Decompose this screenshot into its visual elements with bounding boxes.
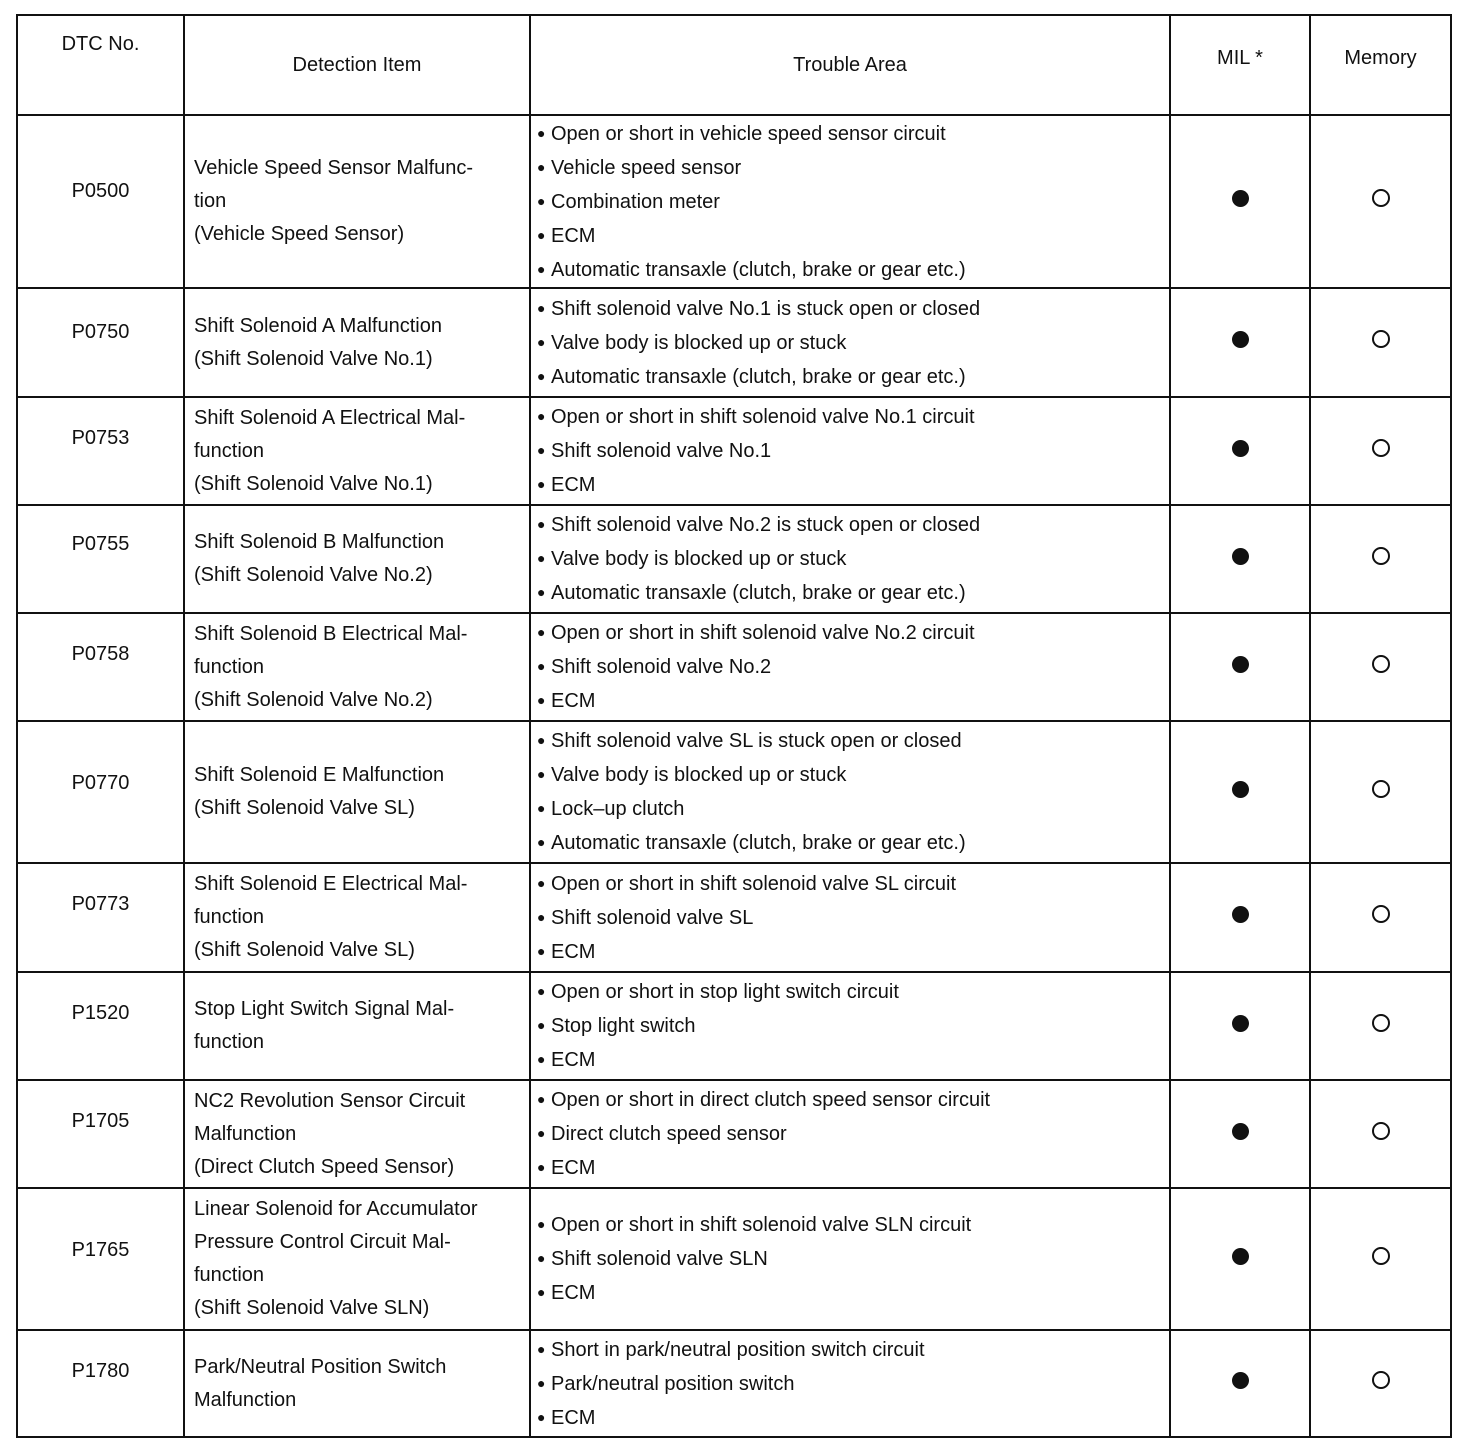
bullet-icon: ● — [537, 192, 546, 209]
dtc-code-cell — [17, 505, 184, 613]
dtc-code-cell — [17, 613, 184, 721]
open-circle-icon — [1372, 1247, 1390, 1265]
trouble-area-text: Automatic transaxle (clutch, brake or gear etc.) — [551, 582, 966, 604]
detection-item-line: (Vehicle Speed Sensor) — [194, 223, 405, 245]
dtc-code-cell — [17, 863, 184, 972]
table-row — [17, 288, 1451, 397]
trouble-area-text: Valve body is blocked up or stuck — [551, 764, 847, 786]
filled-circle-icon — [1232, 440, 1249, 457]
bullet-icon: ● — [537, 1051, 546, 1067]
bullet-icon: ● — [537, 732, 546, 748]
dtc-code: P1780 — [71, 1360, 130, 1382]
mil-cell — [1170, 288, 1310, 397]
detection-item-cell — [184, 721, 530, 863]
open-circle-icon — [1372, 189, 1390, 207]
bullet-icon: ● — [537, 1091, 546, 1107]
bullet-icon: ● — [537, 1017, 546, 1033]
detection-item-line: Shift Solenoid E Electrical Mal- — [194, 873, 468, 895]
trouble-area-text: Shift solenoid valve SL — [551, 906, 754, 929]
open-circle-icon — [1372, 1371, 1390, 1389]
filled-circle-icon — [1232, 656, 1249, 673]
trouble-area-item — [537, 1401, 1169, 1435]
trouble-area-item — [537, 468, 1169, 502]
detection-item-line: (Shift Solenoid Valve SLN) — [194, 1297, 430, 1319]
header-mil: MIL * — [1170, 15, 1310, 115]
trouble-area-item — [537, 253, 1169, 287]
trouble-area-item — [537, 975, 1169, 1009]
trouble-area-cell — [530, 1080, 1170, 1188]
trouble-area-item — [537, 1009, 1169, 1043]
detection-item-cell — [184, 1330, 530, 1437]
detection-item-line: Shift Solenoid A Malfunction — [194, 314, 442, 337]
trouble-area-cell — [530, 721, 1170, 863]
trouble-area-text: Combination meter — [551, 190, 720, 213]
detection-item-line: (Shift Solenoid Valve No.2) — [194, 688, 433, 711]
bullet-icon: ● — [537, 584, 546, 600]
memory-cell — [1310, 972, 1451, 1080]
open-circle-icon — [1372, 439, 1390, 457]
trouble-area-item — [537, 1242, 1169, 1276]
detection-item-line: Malfunction — [194, 1388, 297, 1411]
dtc-code-cell — [17, 288, 184, 397]
mil-cell — [1170, 721, 1310, 863]
trouble-area-text: Open or short in shift solenoid valve SL circuit — [551, 872, 957, 895]
trouble-area-text: ECM — [551, 224, 596, 247]
detection-item-line: tion — [194, 190, 227, 212]
dtc-code-cell — [17, 1080, 184, 1188]
dtc-code: P0758 — [71, 643, 130, 665]
memory-cell — [1310, 1330, 1451, 1437]
trouble-area-item — [537, 1333, 1169, 1367]
table-row — [17, 972, 1451, 1080]
filled-circle-icon — [1232, 1248, 1249, 1265]
mil-cell — [1170, 397, 1310, 505]
bullet-icon: ● — [537, 1125, 546, 1141]
mil-cell — [1170, 972, 1310, 1080]
trouble-area-cell — [530, 397, 1170, 505]
detection-item-cell — [184, 397, 530, 505]
table-row — [17, 1330, 1451, 1437]
dtc-code: P0750 — [71, 321, 130, 343]
header-detection-item: Detection Item — [184, 15, 530, 115]
trouble-area-item — [537, 826, 1169, 860]
bullet-icon: ● — [537, 834, 546, 850]
trouble-area-text: Open or short in stop light switch circuit — [551, 981, 899, 1003]
memory-cell — [1310, 613, 1451, 721]
detection-item-line: Shift Solenoid B Malfunction — [194, 531, 445, 553]
trouble-area-text: Vehicle speed sensor — [551, 156, 742, 179]
detection-item-cell — [184, 972, 530, 1080]
detection-item-line: Vehicle Speed Sensor Malfunc- — [194, 157, 474, 179]
detection-item-line: (Shift Solenoid Valve SL) — [194, 797, 415, 819]
bullet-icon: ● — [537, 942, 546, 959]
dtc-table — [16, 14, 1452, 1438]
trouble-area-cell — [530, 1188, 1170, 1330]
trouble-area-cell — [530, 288, 1170, 397]
trouble-area-item — [537, 185, 1169, 219]
bullet-icon: ● — [537, 692, 546, 708]
bullet-icon: ● — [537, 442, 546, 458]
filled-circle-icon — [1232, 331, 1249, 348]
trouble-area-text: ECM — [551, 1049, 596, 1071]
trouble-area-item — [537, 326, 1169, 360]
trouble-area-cell — [530, 115, 1170, 288]
filled-circle-icon — [1232, 906, 1249, 923]
trouble-area-item — [537, 1083, 1169, 1117]
trouble-area-text: Shift solenoid valve No.1 is stuck open or closed — [551, 297, 981, 320]
bullet-icon: ● — [537, 1408, 546, 1425]
bullet-icon: ● — [537, 158, 546, 175]
trouble-area-item — [537, 1117, 1169, 1151]
bullet-icon: ● — [537, 874, 546, 891]
open-circle-icon — [1372, 655, 1390, 673]
trouble-area-item — [537, 508, 1169, 542]
trouble-area-text: Valve body is blocked up or stuck — [551, 548, 847, 570]
dtc-code: P1705 — [71, 1110, 130, 1132]
detection-item-cell — [184, 1080, 530, 1188]
trouble-area-text: Direct clutch speed sensor — [551, 1123, 787, 1145]
header-row — [17, 15, 1451, 115]
trouble-area-text: Shift solenoid valve No.1 — [551, 440, 772, 462]
dtc-code-cell — [17, 397, 184, 505]
table-body — [17, 115, 1451, 1437]
trouble-area-text: Automatic transaxle (clutch, brake or gear etc.) — [551, 258, 966, 281]
trouble-area-item — [537, 151, 1169, 185]
trouble-area-item — [537, 758, 1169, 792]
bullet-icon: ● — [537, 1284, 546, 1300]
bullet-icon: ● — [537, 766, 546, 782]
table-row — [17, 1080, 1451, 1188]
open-circle-icon — [1372, 1014, 1390, 1032]
mil-cell — [1170, 863, 1310, 972]
trouble-area-item — [537, 792, 1169, 826]
dtc-code: P0500 — [71, 180, 130, 202]
detection-item-line: NC2 Revolution Sensor Circuit — [194, 1089, 466, 1112]
mil-cell — [1170, 1080, 1310, 1188]
trouble-area-text: Stop light switch — [551, 1015, 696, 1037]
detection-item-line: function — [194, 439, 265, 462]
detection-item-line: (Direct Clutch Speed Sensor) — [194, 1155, 455, 1178]
detection-item-cell — [184, 505, 530, 613]
dtc-code: P0755 — [71, 533, 130, 555]
bullet-icon: ● — [537, 550, 546, 566]
trouble-area-text: Shift solenoid valve No.2 is stuck open or closed — [551, 514, 981, 536]
trouble-area-text: Short in park/neutral position switch circuit — [551, 1338, 925, 1361]
bullet-icon: ● — [537, 333, 546, 350]
trouble-area-text: Open or short in shift solenoid valve No.2 circuit — [551, 622, 975, 644]
trouble-area-item — [537, 867, 1169, 901]
bullet-icon: ● — [537, 800, 546, 816]
trouble-area-cell — [530, 863, 1170, 972]
memory-cell — [1310, 721, 1451, 863]
dtc-code: P0753 — [71, 427, 130, 449]
filled-circle-icon — [1232, 548, 1249, 565]
bullet-icon: ● — [537, 658, 546, 674]
trouble-area-cell — [530, 1330, 1170, 1437]
memory-cell — [1310, 397, 1451, 505]
trouble-area-text: Shift solenoid valve SL is stuck open or closed — [551, 730, 962, 752]
trouble-area-item — [537, 616, 1169, 650]
detection-item-line: Malfunction — [194, 1122, 297, 1145]
open-circle-icon — [1372, 330, 1390, 348]
detection-item-cell — [184, 288, 530, 397]
open-circle-icon — [1372, 780, 1390, 798]
trouble-area-item — [537, 1208, 1169, 1242]
detection-item-line: Linear Solenoid for Accumulator — [194, 1198, 478, 1220]
filled-circle-icon — [1232, 1372, 1249, 1389]
detection-item-line: Shift Solenoid E Malfunction — [194, 764, 445, 786]
dtc-code: P1765 — [71, 1239, 130, 1261]
memory-cell — [1310, 115, 1451, 288]
detection-item-line: Pressure Control Circuit Mal- — [194, 1231, 451, 1253]
detection-item-line: function — [194, 906, 265, 928]
dtc-code-cell — [17, 1188, 184, 1330]
bullet-icon: ● — [537, 516, 546, 532]
trouble-area-text: ECM — [551, 474, 596, 496]
dtc-code-cell — [17, 972, 184, 1080]
bullet-icon: ● — [537, 983, 546, 999]
trouble-area-item — [537, 935, 1169, 969]
detection-item-line: function — [194, 1031, 265, 1053]
open-circle-icon — [1372, 547, 1390, 565]
memory-cell — [1310, 1080, 1451, 1188]
trouble-area-item — [537, 219, 1169, 253]
trouble-area-item — [537, 1367, 1169, 1401]
detection-item-line: Shift Solenoid A Electrical Mal- — [194, 406, 466, 429]
mil-cell — [1170, 115, 1310, 288]
trouble-area-item — [537, 434, 1169, 468]
table-row — [17, 505, 1451, 613]
table-row — [17, 721, 1451, 863]
trouble-area-text: Valve body is blocked up or stuck — [551, 331, 847, 354]
bullet-icon: ● — [537, 260, 546, 277]
table-row — [17, 1188, 1451, 1330]
trouble-area-text: ECM — [551, 690, 596, 712]
trouble-area-text: Shift solenoid valve No.2 — [551, 656, 772, 678]
dtc-code-cell — [17, 721, 184, 863]
bullet-icon: ● — [537, 1250, 546, 1266]
trouble-area-text: Lock–up clutch — [551, 798, 685, 820]
bullet-icon: ● — [537, 1216, 546, 1232]
trouble-area-item — [537, 542, 1169, 576]
memory-cell — [1310, 863, 1451, 972]
trouble-area-text: ECM — [551, 1157, 596, 1179]
detection-item-line: function — [194, 655, 265, 678]
detection-item-line: (Shift Solenoid Valve No.1) — [194, 347, 433, 370]
dtc-code: P0770 — [71, 772, 130, 794]
trouble-area-text: Open or short in shift solenoid valve SLN circuit — [551, 1214, 972, 1236]
filled-circle-icon — [1232, 190, 1249, 207]
bullet-icon: ● — [537, 624, 546, 640]
filled-circle-icon — [1232, 1123, 1249, 1140]
trouble-area-text: Park/neutral position switch — [551, 1372, 795, 1395]
trouble-area-item — [537, 400, 1169, 434]
bullet-icon: ● — [537, 476, 546, 492]
trouble-area-text: Shift solenoid valve SLN — [551, 1248, 768, 1270]
trouble-area-text: Open or short in vehicle speed sensor circuit — [551, 122, 946, 145]
trouble-area-item — [537, 117, 1169, 151]
trouble-area-text: Automatic transaxle (clutch, brake or gear etc.) — [551, 365, 966, 388]
memory-cell — [1310, 1188, 1451, 1330]
memory-cell — [1310, 288, 1451, 397]
detection-item-line: Park/Neutral Position Switch — [194, 1355, 447, 1378]
dtc-code-cell — [17, 115, 184, 288]
detection-item-line: Shift Solenoid B Electrical Mal- — [194, 622, 468, 645]
bullet-icon: ● — [537, 367, 546, 384]
trouble-area-item — [537, 1151, 1169, 1185]
dtc-code: P0773 — [71, 893, 130, 915]
trouble-area-item — [537, 650, 1169, 684]
open-circle-icon — [1372, 905, 1390, 923]
detection-item-line: Stop Light Switch Signal Mal- — [194, 998, 455, 1020]
trouble-area-item — [537, 292, 1169, 326]
open-circle-icon — [1372, 1122, 1390, 1140]
filled-circle-icon — [1232, 781, 1249, 798]
trouble-area-text: ECM — [551, 1406, 596, 1429]
bullet-icon: ● — [537, 299, 546, 316]
detection-item-cell — [184, 115, 530, 288]
dtc-code: P1520 — [71, 1002, 130, 1024]
trouble-area-item — [537, 724, 1169, 758]
detection-item-line: (Shift Solenoid Valve SL) — [194, 939, 415, 961]
trouble-area-item — [537, 1276, 1169, 1310]
trouble-area-text: Open or short in direct clutch speed sensor circuit — [551, 1089, 991, 1111]
detection-item-line: (Shift Solenoid Valve No.2) — [194, 564, 433, 586]
trouble-area-text: ECM — [551, 1282, 596, 1304]
table-row — [17, 115, 1451, 288]
mil-cell — [1170, 1330, 1310, 1437]
trouble-area-item — [537, 576, 1169, 610]
bullet-icon: ● — [537, 408, 546, 424]
trouble-area-item — [537, 901, 1169, 935]
header-dtc: DTC No. — [17, 15, 184, 115]
detection-item-cell — [184, 1188, 530, 1330]
bullet-icon: ● — [537, 1159, 546, 1175]
trouble-area-item — [537, 684, 1169, 718]
trouble-area-text: Open or short in shift solenoid valve No.1 circuit — [551, 406, 975, 428]
bullet-icon: ● — [537, 1374, 546, 1391]
bullet-icon: ● — [537, 908, 546, 925]
bullet-icon: ● — [537, 1340, 546, 1357]
table-row — [17, 863, 1451, 972]
memory-cell — [1310, 505, 1451, 613]
trouble-area-item — [537, 360, 1169, 394]
mil-cell — [1170, 505, 1310, 613]
dtc-code-cell — [17, 1330, 184, 1437]
mil-cell — [1170, 1188, 1310, 1330]
mil-cell — [1170, 613, 1310, 721]
header-memory: Memory — [1310, 15, 1451, 115]
trouble-area-cell — [530, 613, 1170, 721]
trouble-area-cell — [530, 505, 1170, 613]
detection-item-cell — [184, 863, 530, 972]
trouble-area-item — [537, 1043, 1169, 1077]
detection-item-line: (Shift Solenoid Valve No.1) — [194, 472, 433, 495]
detection-item-line: function — [194, 1264, 265, 1286]
trouble-area-text: Automatic transaxle (clutch, brake or gear etc.) — [551, 832, 966, 854]
header-trouble-area: Trouble Area — [530, 15, 1170, 115]
trouble-area-text: ECM — [551, 940, 596, 963]
detection-item-cell — [184, 613, 530, 721]
bullet-icon: ● — [537, 226, 546, 243]
filled-circle-icon — [1232, 1015, 1249, 1032]
trouble-area-cell — [530, 972, 1170, 1080]
table-row — [17, 397, 1451, 505]
bullet-icon: ● — [537, 124, 546, 141]
table-row — [17, 613, 1451, 721]
